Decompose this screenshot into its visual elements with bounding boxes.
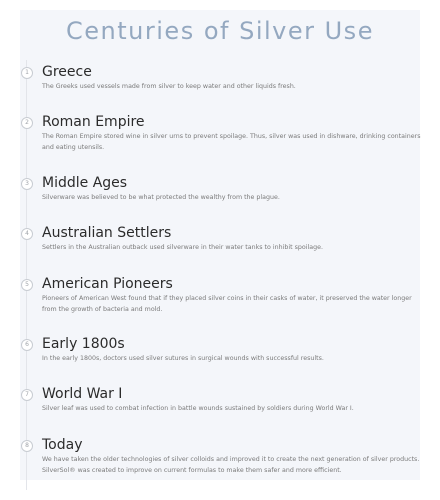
entry-heading: Roman Empire [42, 114, 145, 130]
entry-description: Pioneers of American West found that if they placed silver coins in their casks of water, it preserved the water longer from the growth of bacteria and mold. [42, 295, 412, 313]
step-number-badge: 7 [21, 389, 33, 401]
entry-heading: American Pioneers [42, 276, 173, 292]
entry-heading: World War I [42, 386, 123, 402]
entry-description: The Roman Empire stored wine in silver urns to prevent spoilage. Thus, silver was used in dishware, drinking containers and eating utensils. [42, 133, 421, 151]
page-title: Centuries of Silver Use [66, 17, 374, 45]
entry-heading: Greece [42, 64, 92, 80]
entry-description: Settlers in the Australian outback used silverware in their water tanks to inhibit spoilage. [42, 244, 323, 251]
step-number-badge: 6 [21, 339, 33, 351]
step-number-badge: 5 [21, 279, 33, 291]
step-number-badge: 1 [21, 67, 33, 79]
step-number-badge: 2 [21, 117, 33, 129]
entry-heading: Middle Ages [42, 175, 128, 191]
entry-description: Silver leaf was used to combat infection in battle wounds sustained by soldiers during World War I. [42, 405, 354, 412]
entry-description: In the early 1800s, doctors used silver sutures in surgical wounds with successful results. [42, 355, 324, 362]
entry-heading: Australian Settlers [42, 225, 172, 241]
entry-description: Silverware was believed to be what protected the wealthy from the plague. [42, 194, 280, 201]
entry-description: We have taken the older technologies of silver colloids and improved it to create the next generation of silver products. SilverSol® was created to improve on current formulas to make them safer and more efficient. [42, 456, 420, 474]
entry-description: The Greeks used vessels made from silver to keep water and other liquids fresh. [42, 83, 296, 90]
entry-heading: Early 1800s [42, 336, 125, 352]
step-number-badge: 3 [21, 178, 33, 190]
step-number-badge: 4 [21, 228, 33, 240]
step-number-badge: 8 [21, 440, 33, 452]
entry-heading: Today [42, 437, 83, 453]
